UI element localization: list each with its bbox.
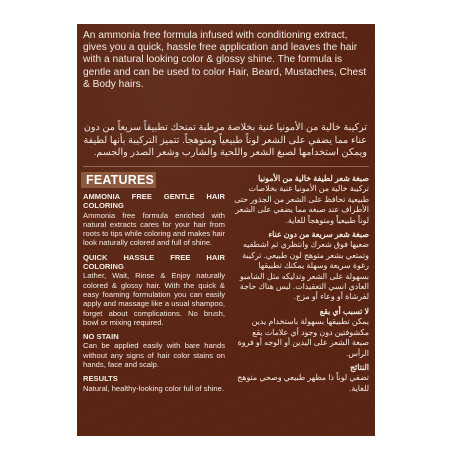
feature-heading-ar-results: النتائج (349, 362, 369, 372)
feature-body-no-stain: Can be applied easily with bare hands without any signs of hair color stains on hands, face and scalp. (83, 341, 225, 370)
intro-english-text: An ammonia free formula infused with conditioning extract, gives you a quick, hassle free application and leaves the hair with a natural looking color & glossy shine. The formula is gentle and can be used to color Hair, Beard, Mustaches, Chest & Body hairs. (83, 30, 367, 90)
feature-heading-quick: QUICK HASSLE FREE HAIR COLORING (83, 252, 225, 272)
feature-heading-ar-no-stain: لا تسبب أي بقع (319, 306, 369, 316)
feature-heading-ammonia-free: AMMONIA FREE GENTLE HAIR COLORING (83, 192, 225, 211)
feature-heading-results: RESULTS (83, 374, 118, 384)
feature-body-ar-no-stain: يمكن تطبيقها بسهولة باستخدام يدين مكشوفتين دون وجود أي علامات بقع صبغة الشعر على اليدين أو الوجه أو فروة الرأس. (237, 317, 369, 358)
features-english-column (83, 192, 225, 398)
feature-heading-ar-ammonia-free: صبغة شعر لطيفة خالية من الأمونيا (258, 174, 369, 183)
feature-body-ar-quick: ضعيها فوق شعرك وانتظري ثم اشطفيه وتمتعي بشعر متوهج لون طبيعي. تركيبة رغوة سريعة وسهلة يمكنك تطبيقها بسهولة على الشعر وتدليكه مثل الشامبو العادي انسي التعقيدات. ليس هناك حاجة لفرشاة أو وعاء أو مزج. (239, 240, 369, 302)
feature-body-ammonia-free: Ammonia free formula enriched with natural extracts cares for your hair from roots to tips while coloring and makes hair look naturally colored and full of shine. (83, 210, 225, 248)
features-arabic-column (233, 174, 369, 398)
intro-arabic-text: تركيبة خالية من الأمونيا غنية بخلاصة مرطبة تمنحك تطبيقاً سريعاً من دون عناء مما يضفي على الشعر لوناً طبيعياً ومتوهجاً. تتميز التركيبة بأنها لطيفة ويمكن استخدامها لصبغ الشعر واللحية والشارب وشعر الصدر والجسم. (83, 122, 367, 158)
feature-body-ar-results: تضفي لوناً ذا مظهر طبيعي وصحي متوهج للغاية. (237, 373, 369, 393)
section-divider (83, 166, 369, 167)
feature-heading-no-stain: NO STAIN (83, 332, 119, 342)
feature-body-ar-ammonia-free: تركيبة خالية من الأمونيا غنية بخلاصات طبيعية تحافظ على الشعر من الجذور حتى الأطراف عند صبغه مما يضفي على الشعر لوناً طبيعياً ومتوهجاً للغاية. (234, 184, 369, 225)
feature-body-quick: Lather, Wait, Rinse & Enjoy naturally colored & glossy hair. With the quick & easy foaming formulation you can easily apply and massage like a usual shampoo, forget about complications. No brush, bowl or mixing required. (83, 271, 225, 327)
feature-heading-ar-quick: صبغة شعر سريعة من دون عناء (268, 230, 369, 240)
features-heading: FEATURES (81, 172, 156, 188)
feature-body-results: Natural, healthy-looking color full of shine. (83, 383, 224, 393)
product-info-panel (77, 24, 375, 436)
